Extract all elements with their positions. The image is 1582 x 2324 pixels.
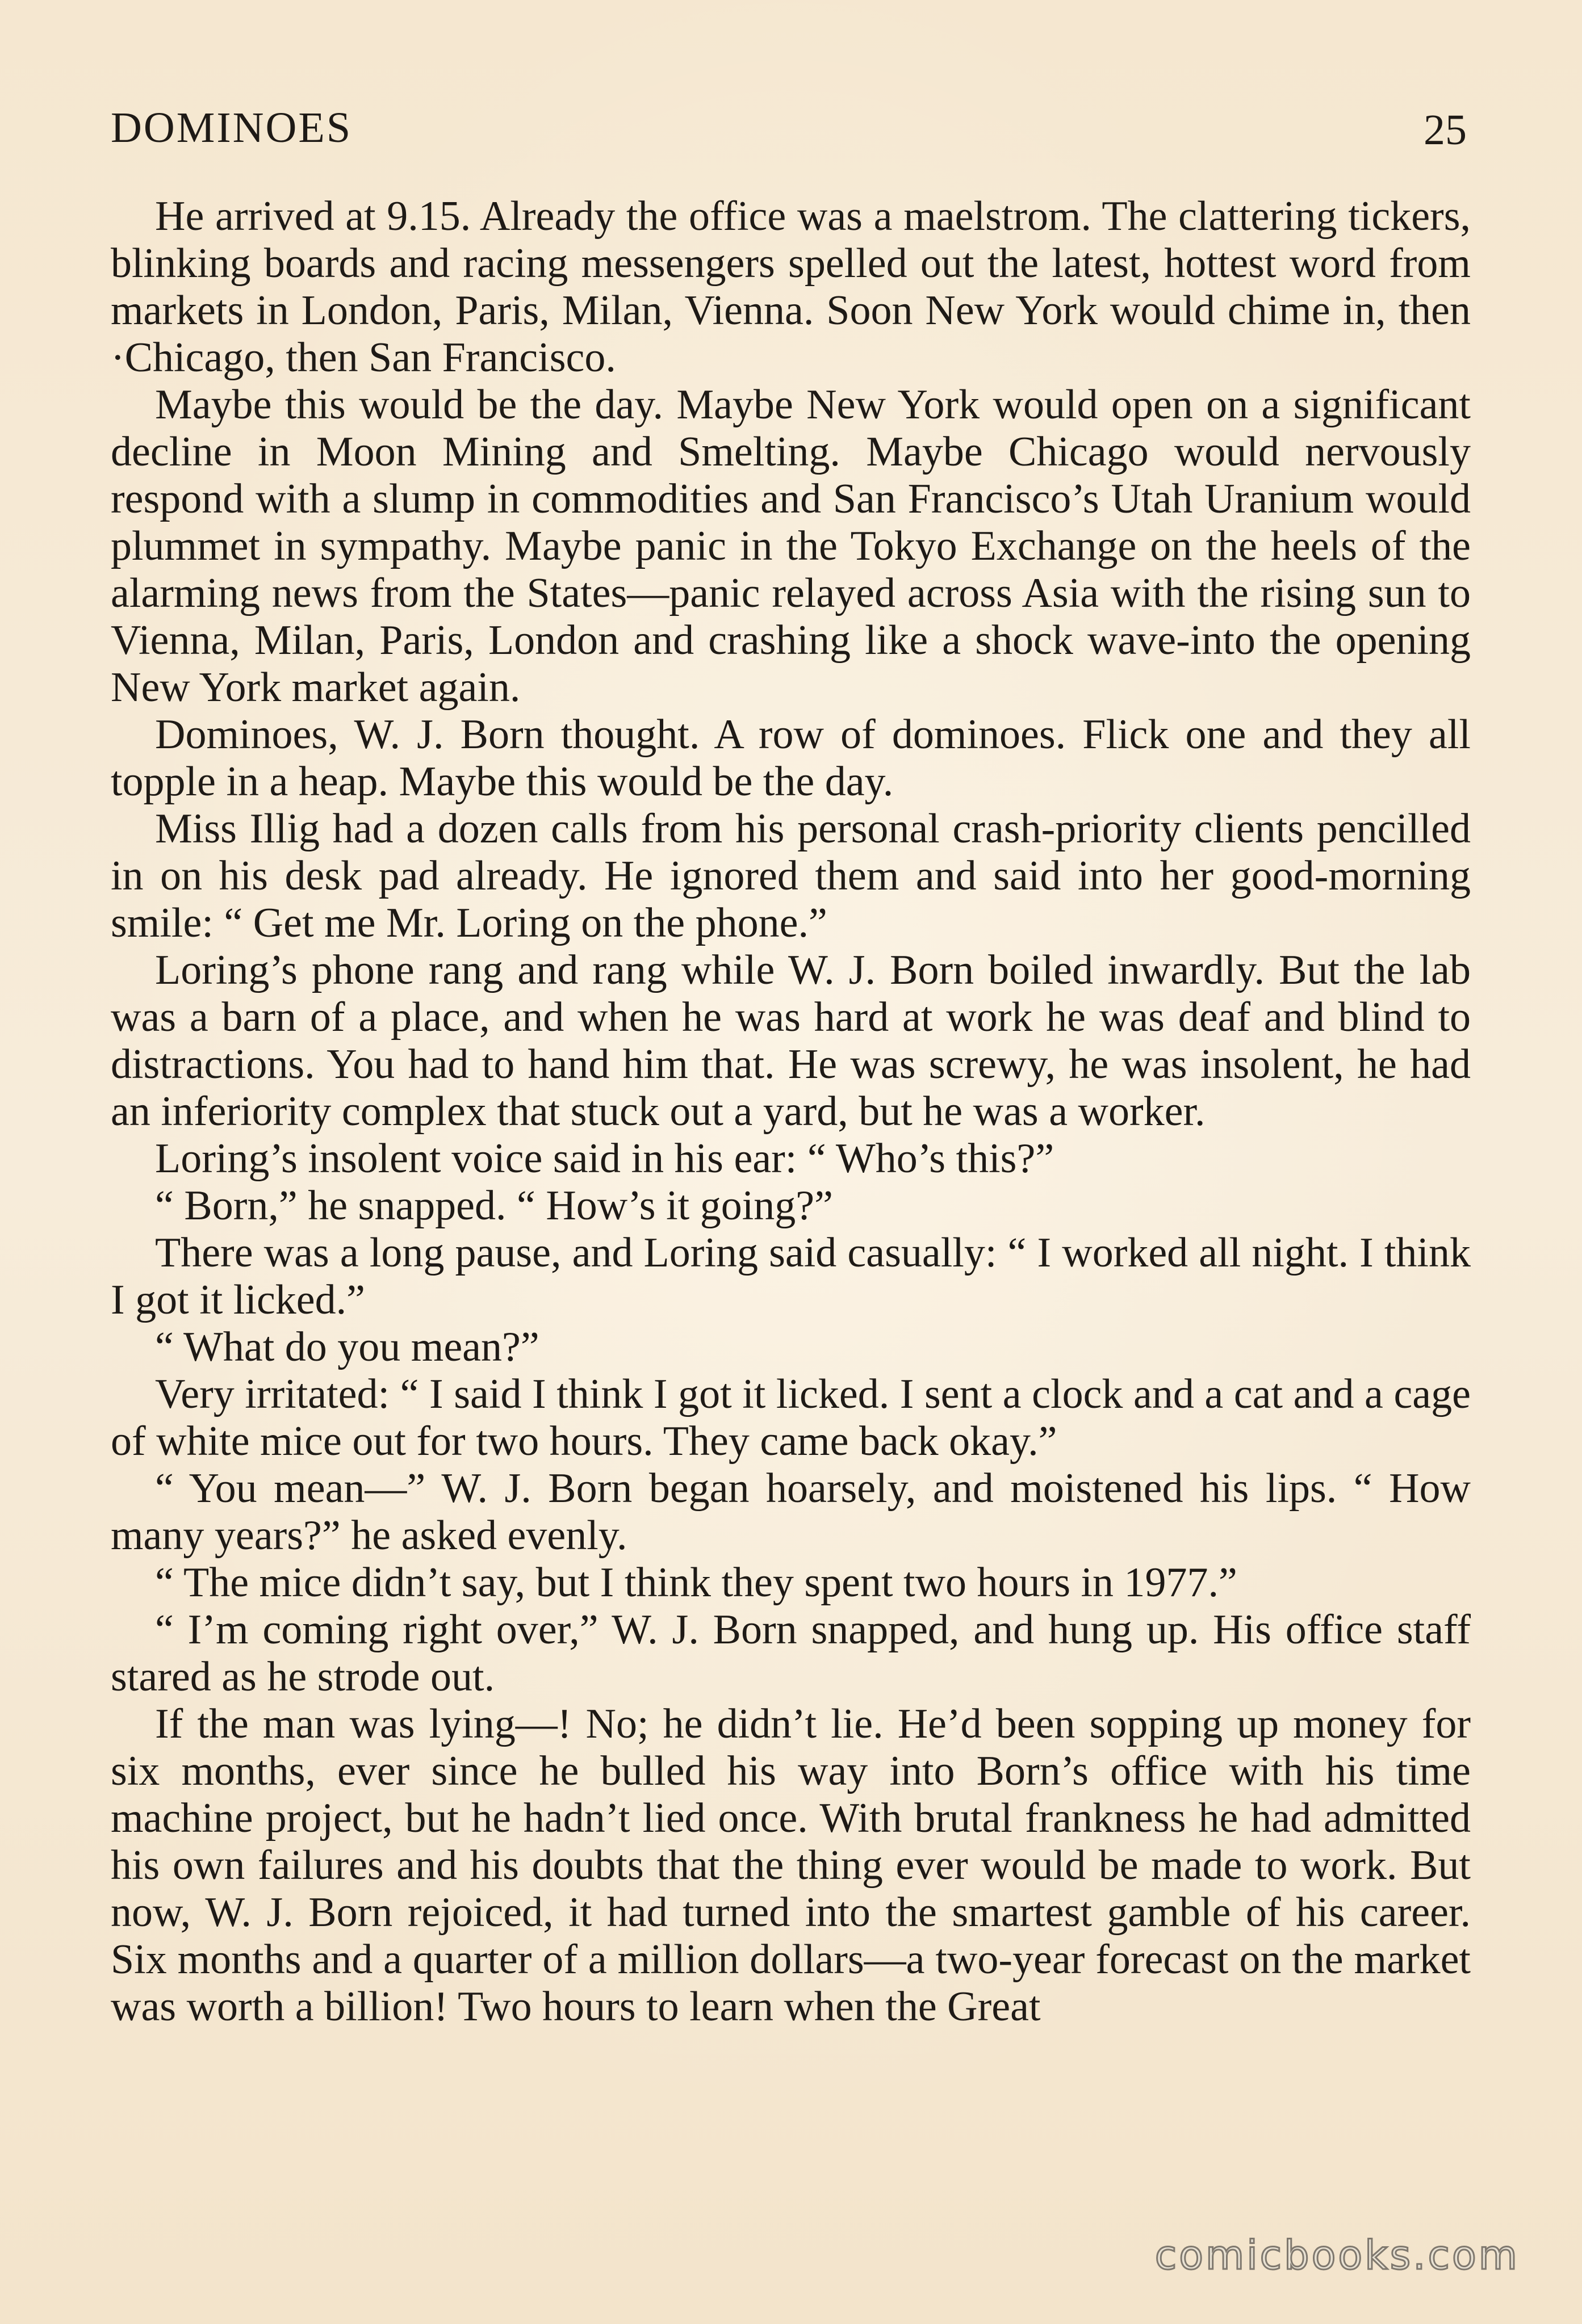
paragraph-12: “ The mice didn’t say, but I think they spent two hours in 1977.” — [155, 1559, 1237, 1606]
paragraph-5: Loring’s phone rang and rang while W. J. Born boiled inwardly. But the lab was a barn of a place, and when he was hard at work he was deaf and blind to distractions. You had to hand him that. He was screwy, he was insolent, he had an inferiority complex that stuck out a yard, but he was a worker. — [111, 947, 1471, 1135]
paragraph-6: Loring’s insolent voice said in his ear: “ Who’s this?” — [155, 1135, 1054, 1182]
paragraph-11: “ You mean—” W. J. Born began hoarsely, and moistened his lips. “ How many years?” he asked evenly. — [111, 1465, 1471, 1559]
paragraph-4: Miss Illig had a dozen calls from his personal crash-priority clients pencilled in on his desk pad already. He ignored them and said into her good-morning smile: “ Get me Mr. Loring on the phone.” — [111, 806, 1471, 946]
chapter-title: DOMINOES — [111, 104, 353, 152]
paragraph-3: Dominoes, W. J. Born thought. A row of dominoes. Flick one and they all topple in a heap. Maybe this would be the day. — [111, 711, 1471, 805]
paragraph-14: If the man was lying—! No; he didn’t lie. He’d been sopping up money for six months, ever since he bulled his way into Born’s office with his time machine project, but he hadn’t lied once. With brutal frankness he had admitted his own failures and his doubts that the thing ever would be made to work. But now, W. J. Born rejoiced, it had turned into the smartest gamble of his career. Six months and a quarter of a million dollars—a two-year forecast on the market was worth a billion! Two hours to learn when the Great — [111, 1701, 1471, 2030]
paragraph-1: He arrived at 9.15. Already the office was a maelstrom. The clattering tickers, blinking boards and racing messengers spelled out the latest, hottest word from markets in London, Paris, Milan, Vienna. Soon New York would chime in, then ·Chicago, then San Francisco. — [111, 193, 1471, 381]
paragraph-2: Maybe this would be the day. Maybe New York would open on a significant decline in Moon Mining and Smelting. Maybe Chicago would nervously respond with a slump in commodities and San Francisco’s Utah Uranium would plummet in sympathy. Maybe panic in the Tokyo Exchange on the heels of the alarming news from the States—panic relayed across Asia with the rising sun to Vienna, Milan, Paris, London and crashing like a shock wave-into the opening New York market again. — [111, 381, 1471, 711]
watermark: comicbooks.com — [1154, 2232, 1520, 2279]
paragraph-10: Very irritated: “ I said I think I got it licked. I sent a clock and a cat and a cage of white mice out for two hours. They came back okay.” — [111, 1371, 1471, 1465]
page-number: 25 — [1424, 106, 1467, 154]
paragraph-9: “ What do you mean?” — [155, 1324, 539, 1370]
body-text — [111, 193, 1471, 2031]
paragraph-7: “ Born,” he snapped. “ How’s it going?” — [155, 1182, 833, 1229]
paragraph-13: “ I’m coming right over,” W. J. Born snapped, and hung up. His office staff stared as he strode out. — [111, 1606, 1471, 1700]
paragraph-8: There was a long pause, and Loring said casually: “ I worked all night. I think I got it licked.” — [111, 1230, 1471, 1323]
running-head — [111, 102, 1471, 153]
